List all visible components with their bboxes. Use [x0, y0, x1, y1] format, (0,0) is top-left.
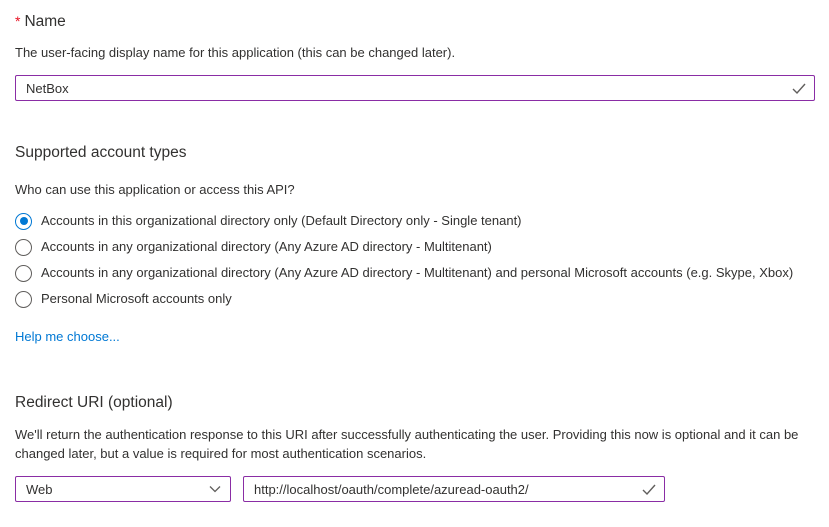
name-title-text: Name	[24, 13, 66, 30]
radio-option-multitenant[interactable]	[15, 234, 815, 260]
redirect-uri-description: We'll return the authentication response to this URI after successfully authenticating the user. Providing this now is optional and it can be changed later, but a value is required for most authentication scenarios.	[15, 427, 799, 461]
chevron-down-icon	[208, 482, 222, 496]
radio-button[interactable]	[15, 291, 32, 308]
redirect-uri-input[interactable]	[243, 476, 665, 502]
name-field-container	[15, 75, 815, 101]
redirect-uri-field-container	[243, 476, 665, 502]
redirect-uri-controls	[15, 476, 815, 502]
radio-option-label[interactable]: Accounts in any organizational directory (Any Azure AD directory - Multitenant)	[41, 239, 492, 254]
account-types-radio-group	[15, 208, 815, 312]
radio-option-personal-only[interactable]	[15, 286, 815, 312]
account-types-question: Who can use this application or access this API?	[15, 182, 295, 197]
app-registration-form	[0, 11, 829, 502]
account-types-section-title: Supported account types	[15, 144, 187, 161]
name-description: The user-facing display name for this application (this can be changed later).	[15, 45, 456, 60]
radio-button[interactable]	[15, 239, 32, 256]
name-section-title	[15, 11, 815, 32]
platform-select-value: Web	[26, 481, 53, 497]
required-asterisk: *	[15, 13, 21, 29]
radio-option-label[interactable]: Personal Microsoft accounts only	[41, 291, 232, 306]
help-me-choose-link[interactable]: Help me choose...	[15, 329, 120, 344]
platform-select[interactable]	[15, 476, 231, 502]
name-input[interactable]	[15, 75, 815, 101]
radio-button[interactable]	[15, 265, 32, 282]
radio-option-single-tenant[interactable]	[15, 208, 815, 234]
radio-option-label[interactable]: Accounts in this organizational directory only (Default Directory only - Single tenant)	[41, 213, 522, 228]
radio-button-selected[interactable]	[15, 213, 32, 230]
radio-option-label[interactable]: Accounts in any organizational directory (Any Azure AD directory - Multitenant) and personal Microsoft accounts (e.g. Skype, Xbox)	[41, 265, 794, 280]
radio-option-multitenant-personal[interactable]	[15, 260, 815, 286]
redirect-uri-section-title: Redirect URI (optional)	[15, 394, 173, 411]
